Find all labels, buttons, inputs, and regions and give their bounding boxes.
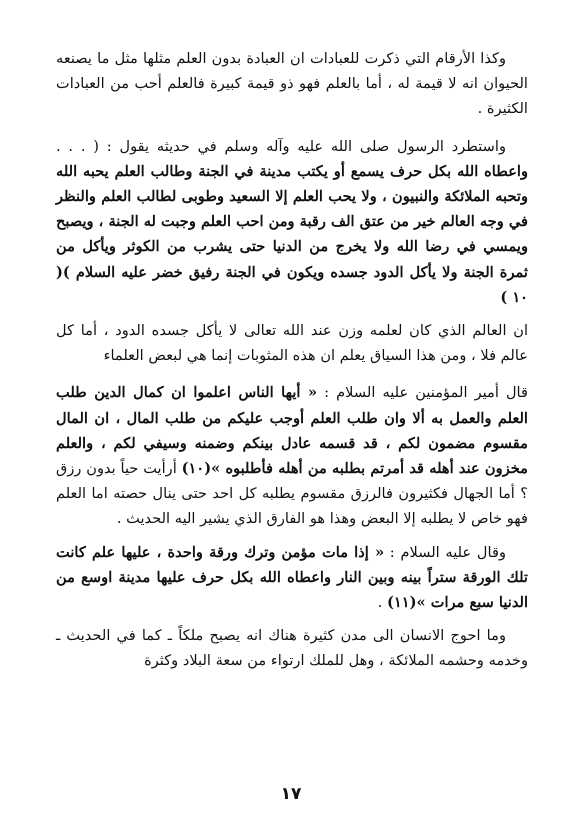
paragraph bbox=[56, 540, 528, 616]
page-body bbox=[56, 46, 528, 682]
paragraph-text: واستطرد الرسول صلى الله عليه وآله وسلم في حديثه يقول : ( . . . bbox=[56, 137, 506, 155]
paragraph-text: أرأيت حياً بدون رزق ؟ أما الجهال فكثيرون فالرزق مقسوم يطلبه كل احد حتى ينال حصته اما العلم فهو خاص لا يطلبه إلا البعض وهذا هو الفارق الذي يشير اليه الحديث . bbox=[56, 460, 528, 528]
page-number: ١٧ bbox=[280, 784, 302, 804]
paragraph bbox=[56, 134, 528, 310]
paragraph bbox=[56, 318, 528, 368]
paragraph bbox=[56, 380, 528, 531]
paragraph-text: وقال عليه السلام : bbox=[384, 543, 507, 561]
paragraph bbox=[56, 46, 528, 122]
paragraph-text: وكذا الأرقام التي ذكرت للعبادات ان العبادة بدون العلم مثلها مثل ما يصنعه الحيوان انه لا قيمة له ، أما بالعلم فهو ذو قيمة كبيرة فالعلم أحب من العبادات الكثيرة . bbox=[56, 50, 528, 118]
paragraph-text: وما احوج الانسان الى مدن كثيرة هناك انه يصبح ملكاً ـ كما في الحديث ـ وخدمه وحشمه الملائكة ، وهل للملك ارتواء من سعة البلاد وكثرة bbox=[56, 627, 528, 670]
hadith-quote: واعطاه الله بكل حرف يسمع أو يكتب مدينة في الجنة وطالب العلم يحبه الله وتحبه الملائكة والنبيون ، ولا يحب العلم إلا السعيد وطوبى لطالب العلم والنظر في وجه العالم خير من عتق الف رقبة ومن احب العلم وجبت له الجنة ، ويصبح ويمسي في رضا الله ولا يخرج من الدنيا حتى يشرب من الكوثر ويأكل من ثمرة الجنة ولا يأكل الدود جسده ويكون في الجنة رفيق خضر عليه السلام )( ١٠ ) bbox=[56, 162, 528, 306]
paragraph-text: ان العالم الذي كان لعلمه وزن عند الله تعالى لا يأكل جسده الدود ، أما كل عالم فلا ، ومن هذا السياق يعلم ان هذه المثوبات إنما هي لبعض العلماء bbox=[56, 322, 528, 365]
paragraph-text: . bbox=[377, 594, 387, 612]
paragraph bbox=[56, 623, 528, 673]
hadith-quote: « إذا مات مؤمن وترك ورقة واحدة ، عليها علم كانت تلك الورقة ستراً بينه وبين النار واعطاه الله بكل حرف عليها مدينة اوسع من الدنيا سبع مرات »(١١) bbox=[56, 543, 528, 612]
paragraph-text: قال أمير المؤمنين عليه السلام : bbox=[317, 384, 528, 402]
hadith-quote: « أيها الناس اعلموا ان كمال الدين طلب العلم والعمل به ألا وان طلب العلم أوجب عليكم من طلب المال ، ان المال مقسوم مضمون لكم ، قد قسمه عادل بينكم وضمنه وسيفي لكم ، والعلم مخزون عند أهله قد أمرتم بطلبه من أهله فأطلبوه »(١٠) bbox=[56, 384, 528, 478]
